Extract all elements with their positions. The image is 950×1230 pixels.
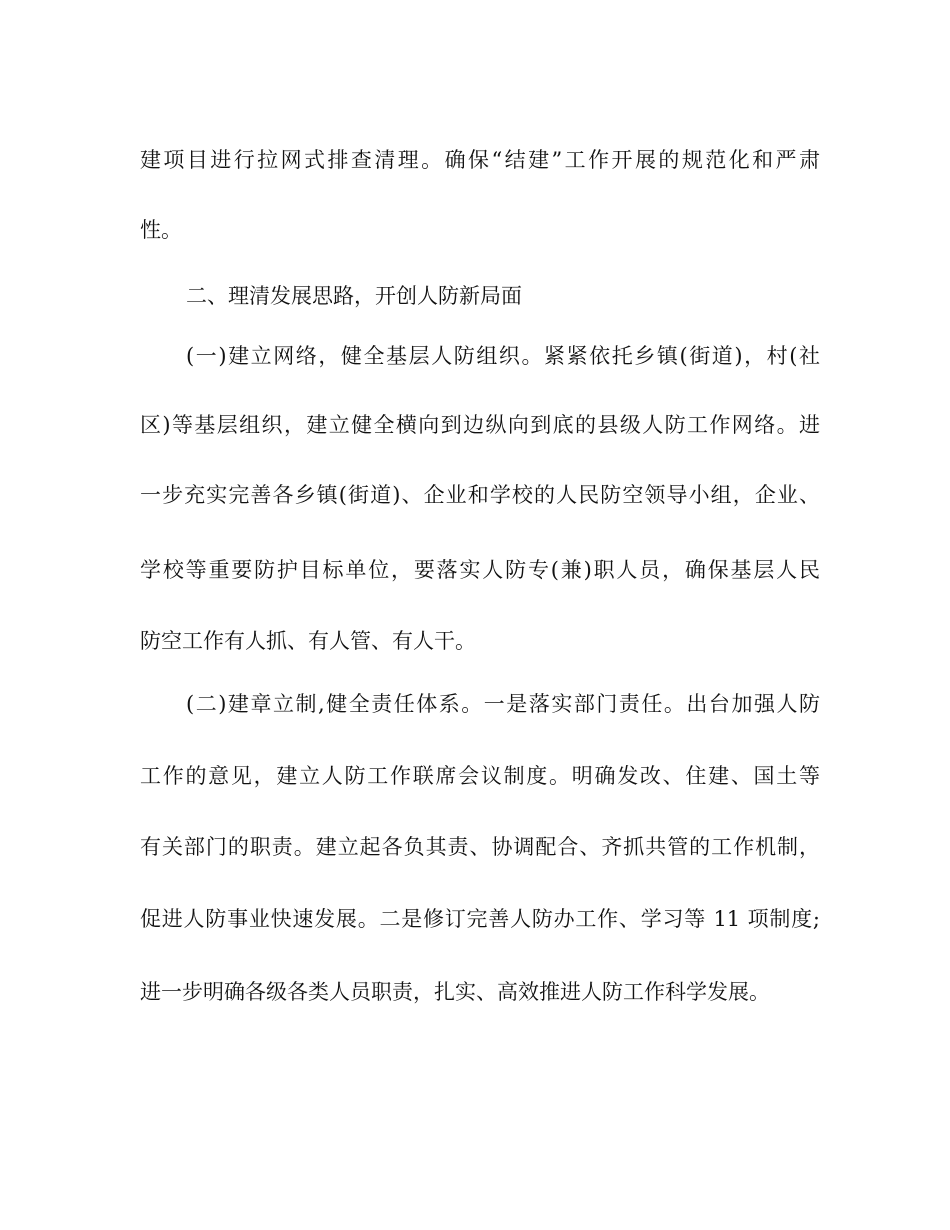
paragraph-line-12: 促进人防事业快速发展。二是修订完善人防办工作、学习等 11 项制度; [140,907,820,931]
paragraph-line-1: 建项目进行拉网式排查清理。确保“结建”工作开展的规范化和严肃 [140,148,820,172]
section-heading: 二、理清发展思路，开创人防新局面 [186,284,522,308]
paragraph-line-2: 性。 [140,218,182,242]
paragraph-line-7: 学校等重要防护目标单位，要落实人防专(兼)职人员，确保基层人民 [140,558,820,582]
paragraph-line-11: 有关部门的职责。建立起各负其责、协调配合、齐抓共管的工作机制， [140,835,820,859]
paragraph-line-10: 工作的意见，建立人防工作联席会议制度。明确发改、住建、国土等 [140,764,820,788]
paragraph-line-8: 防空工作有人抓、有人管、有人干。 [140,629,476,653]
paragraph-line-13: 进一步明确各级各类人员职责，扎实、高效推进人防工作科学发展。 [140,980,770,1004]
paragraph-line-5: 区)等基层组织，建立健全横向到边纵向到底的县级人防工作网络。进 [140,413,820,437]
paragraph-line-4: (一)建立网络，健全基层人防组织。紧紧依托乡镇(街道)，村(社 [186,344,820,368]
paragraph-line-9: (二)建章立制,健全责任体系。一是落实部门责任。出台加强人防 [186,692,820,716]
paragraph-line-6: 一步充实完善各乡镇(街道)、企业和学校的人民防空领导小组，企业、 [140,483,820,507]
